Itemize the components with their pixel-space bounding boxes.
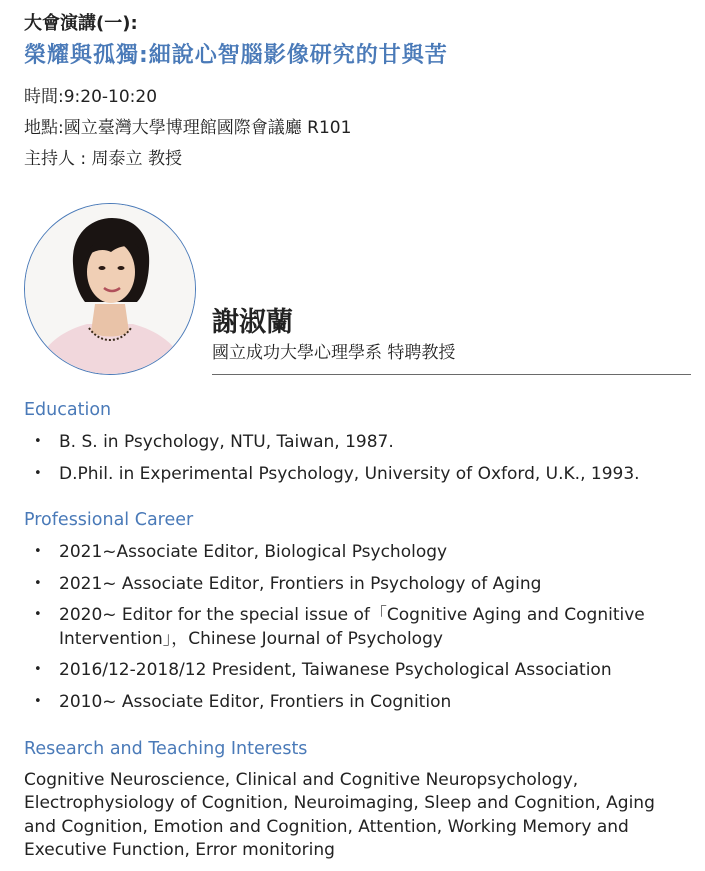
career-list	[24, 540, 684, 714]
research-interests-text: Cognitive Neuroscience, Clinical and Cognitive Neuropsychology, Electrophysiology of Cognition, Neuroimaging, Sleep and Cognition, Aging and Cognition, Emotion and Cognition, Attention, Working Memory and Executive Function, Error monitoring	[24, 770, 655, 860]
venue-line: 地點:國立臺灣大學博理館國際會議廳 R101	[24, 118, 352, 138]
list-item: • 2021~Associate Editor, Biological Psychology	[24, 540, 684, 564]
list-item: • 2016/12-2018/12 President, Taiwanese Psychological Association	[24, 658, 684, 682]
list-item: • B. S. in Psychology, NTU, Taiwan, 1987.	[24, 430, 684, 454]
talk-title: 榮耀與孤獨:細說心智腦影像研究的甘與苦	[24, 43, 448, 68]
time-line: 時間:9:20-10:20	[24, 87, 158, 107]
education-list	[24, 430, 684, 486]
host-line: 主持人 : 周泰立 教授	[24, 149, 182, 169]
list-item: • D.Phil. in Experimental Psychology, University of Oxford, U.K., 1993.	[24, 462, 684, 486]
list-item: • 2010~ Associate Editor, Frontiers in Cognition	[24, 690, 684, 714]
career-heading: Professional Career	[24, 510, 194, 530]
speaker-title: 國立成功大學心理學系 特聘教授	[212, 343, 456, 363]
section-tag: 大會演講(一):	[24, 13, 138, 34]
speaker-portrait	[25, 204, 195, 374]
name-divider	[212, 374, 691, 375]
list-item: • 2021~ Associate Editor, Frontiers in Psychology of Aging	[24, 572, 684, 596]
speaker-name: 謝淑蘭	[212, 307, 293, 338]
education-heading: Education	[24, 400, 112, 420]
list-item: • 2020~ Editor for the special issue of「Cognitive Aging and Cognitive Intervention」，Chinese Journal of Psychology	[24, 603, 684, 651]
research-heading: Research and Teaching Interests	[24, 739, 308, 759]
speaker-photo	[24, 203, 196, 375]
